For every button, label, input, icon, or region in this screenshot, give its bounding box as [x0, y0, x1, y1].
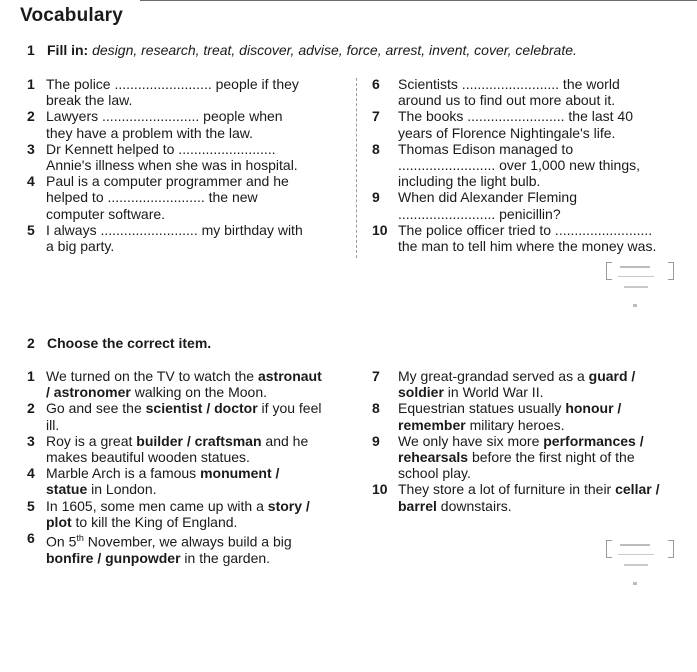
top-rule	[140, 0, 697, 1]
section1-column-divider	[356, 78, 357, 258]
item-number: 10	[372, 221, 388, 238]
text-segment: military heroes.	[465, 416, 565, 433]
exercise-item	[27, 433, 322, 465]
exercise-item	[27, 530, 322, 566]
text-segment: They store a lot of furniture in their	[398, 481, 616, 498]
item-number: 2	[27, 108, 35, 125]
item-number: 9	[372, 189, 380, 206]
choice-option: story /	[267, 497, 310, 514]
item-line	[46, 498, 322, 514]
section2-right-column	[372, 368, 659, 514]
item-number: 1	[27, 368, 35, 384]
item-line: The books ......................... the last 40	[398, 108, 633, 125]
choice-option: performances /	[543, 432, 644, 449]
exercise-item	[372, 368, 659, 400]
text-segment: We only have six more	[398, 432, 544, 449]
exercise-item	[372, 76, 656, 108]
exercise-item	[372, 189, 656, 221]
item-line: Paul is a computer programmer and he	[46, 173, 289, 190]
item-line	[46, 530, 322, 550]
item-line	[46, 514, 322, 530]
item-line	[398, 449, 659, 465]
choice-option: remember	[398, 416, 466, 433]
item-line	[398, 417, 659, 433]
item-line: Thomas Edison managed to	[398, 140, 574, 157]
exercise-item	[27, 368, 322, 400]
text-segment: in World War II.	[443, 384, 544, 401]
item-line: ......................... over 1,000 new things,	[398, 157, 640, 174]
section2-heading	[27, 335, 211, 351]
item-number: 5	[27, 221, 35, 238]
item-line	[398, 400, 659, 416]
choice-option: honour /	[565, 400, 622, 417]
item-line	[398, 465, 659, 481]
item-line: Scientists ......................... the world	[398, 76, 620, 92]
item-line	[398, 384, 659, 400]
choice-option: barrel	[398, 497, 437, 514]
text-segment: Go and see the	[46, 400, 146, 417]
item-line	[46, 368, 322, 384]
item-line	[46, 400, 322, 416]
item-line	[46, 449, 322, 465]
section2-left-column	[27, 368, 322, 566]
item-line	[46, 550, 322, 566]
exercise-item	[27, 108, 303, 140]
item-line: ......................... penicillin?	[398, 205, 561, 222]
item-line: Dr Kennett helped to .........................	[46, 140, 276, 157]
text-segment: school play.	[398, 465, 471, 482]
item-line	[46, 465, 322, 481]
text-segment: if you feel	[257, 400, 322, 417]
item-line	[46, 417, 322, 433]
item-number: 4	[27, 173, 35, 190]
item-line: the man to tell him where the money was.	[398, 238, 657, 255]
choice-option: bonfire / gunpowder	[46, 549, 181, 566]
choice-option: monument /	[200, 465, 280, 482]
text-segment: downstairs.	[436, 497, 512, 514]
exercise-item	[372, 222, 656, 254]
exercise-item	[372, 141, 656, 190]
item-line: computer software.	[46, 205, 166, 222]
item-line: years of Florence Nightingale's life.	[398, 124, 616, 141]
item-number: 7	[372, 108, 380, 125]
exercise-item	[27, 498, 322, 530]
section1-left-column	[27, 76, 303, 254]
answer-stamp-1	[606, 262, 674, 322]
section1-right-column	[372, 76, 656, 254]
section1-number: 1	[27, 42, 35, 58]
item-number: 1	[27, 76, 35, 92]
exercise-item	[27, 76, 303, 108]
item-number: 6	[372, 76, 380, 92]
item-line	[398, 498, 659, 514]
item-line	[398, 433, 659, 449]
text-segment: in London.	[87, 481, 157, 498]
text-segment: and he	[261, 432, 309, 449]
text-segment: walking on the Moon.	[130, 384, 268, 401]
choice-option: rehearsals	[398, 449, 469, 466]
text-segment: makes beautiful wooden statues.	[46, 449, 250, 466]
text-segment: November, we always build a big	[83, 533, 292, 550]
section1-instruction: Fill in:	[47, 42, 89, 58]
choice-option: / astronomer	[46, 384, 131, 401]
item-number: 5	[27, 497, 35, 514]
item-line: they have a problem with the law.	[46, 124, 254, 141]
text-segment: before the first night of the	[468, 449, 635, 466]
choice-option: statue	[46, 481, 88, 498]
item-number: 3	[27, 140, 35, 157]
choice-option: scientist / doctor	[145, 400, 258, 417]
item-line: helped to ......................... the new	[46, 189, 258, 206]
item-line: The police ......................... people if they	[46, 76, 299, 92]
text-segment: We turned on the TV to watch the	[46, 368, 258, 384]
text-segment: to kill the King of England.	[71, 513, 238, 530]
exercise-item	[27, 465, 322, 497]
item-line	[46, 433, 322, 449]
item-line	[398, 481, 659, 497]
item-line	[46, 481, 322, 497]
item-number: 10	[372, 481, 388, 498]
page-title: Vocabulary	[20, 5, 124, 26]
item-line	[46, 384, 322, 400]
item-number: 6	[27, 530, 35, 547]
exercise-item	[372, 400, 659, 432]
exercise-item	[27, 222, 303, 254]
superscript: th	[76, 533, 84, 544]
item-line: Annie's illness when she was in hospital.	[46, 157, 298, 174]
item-number: 8	[372, 400, 380, 417]
answer-stamp-2	[606, 540, 674, 600]
item-line: around us to find out more about it.	[398, 92, 616, 109]
item-number: 4	[27, 465, 35, 482]
text-segment: My great-grandad served as a	[398, 368, 589, 384]
choice-option: plot	[46, 513, 72, 530]
item-line: a big party.	[46, 238, 115, 255]
exercise-item	[372, 433, 659, 482]
item-line: Lawyers ......................... people when	[46, 108, 283, 125]
item-number: 3	[27, 432, 35, 449]
exercise-item	[372, 108, 656, 140]
item-number: 7	[372, 368, 380, 384]
item-line: I always ......................... my birthday with	[46, 221, 303, 238]
section1-word-list: design, research, treat, discover, advise, force, arrest, invent, cover, celebrate.	[92, 42, 577, 58]
item-line: break the law.	[46, 92, 133, 109]
item-line	[398, 368, 659, 384]
exercise-item	[27, 173, 303, 222]
text-segment: On 5	[46, 533, 77, 550]
section2-instruction: Choose the correct item.	[47, 335, 212, 351]
exercise-item	[27, 141, 303, 173]
item-number: 9	[372, 432, 380, 449]
item-number: 2	[27, 400, 35, 417]
item-line: including the light bulb.	[398, 173, 541, 190]
item-line: When did Alexander Fleming	[398, 189, 577, 206]
choice-option: builder / craftsman	[136, 432, 262, 449]
text-segment: In 1605, some men came up with a	[46, 497, 268, 514]
choice-option: soldier	[398, 384, 444, 401]
exercise-item	[372, 481, 659, 513]
item-number: 8	[372, 140, 380, 157]
section2-number: 2	[27, 335, 35, 351]
text-segment: ill.	[46, 416, 60, 433]
item-line: The police officer tried to .........................	[398, 221, 653, 238]
section1-heading	[27, 42, 577, 58]
text-segment: in the garden.	[180, 549, 271, 566]
choice-option: cellar /	[615, 481, 660, 498]
text-segment: Equestrian statues usually	[398, 400, 566, 417]
choice-option: guard /	[588, 368, 636, 384]
text-segment: Roy is a great	[46, 432, 137, 449]
text-segment: Marble Arch is a famous	[46, 465, 201, 482]
choice-option: astronaut	[257, 368, 322, 384]
exercise-item	[27, 400, 322, 432]
